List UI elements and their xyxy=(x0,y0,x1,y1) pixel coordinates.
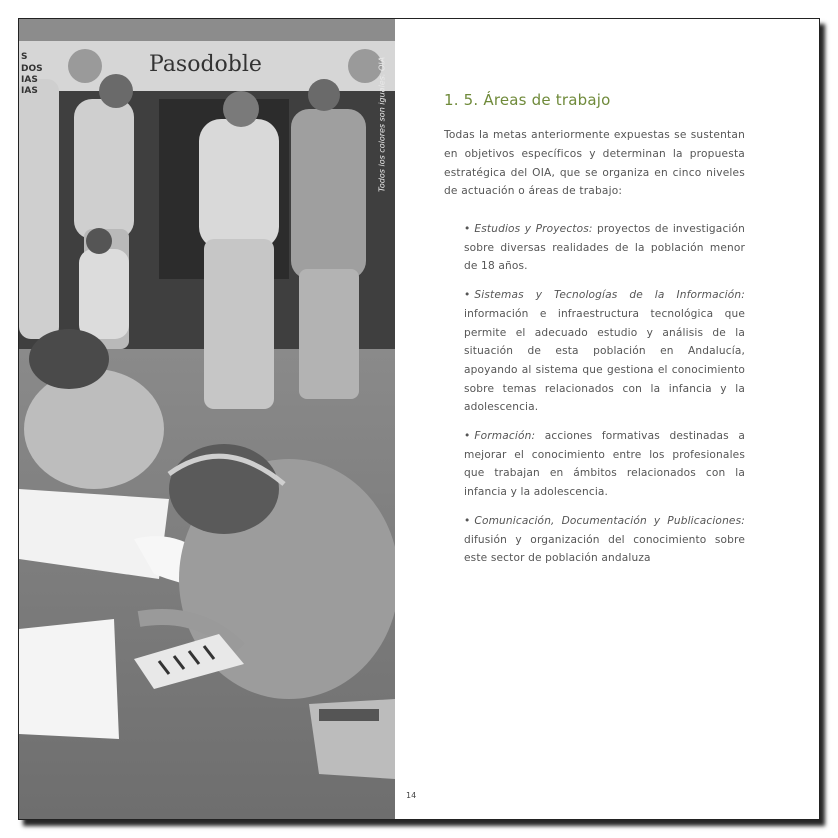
section-title: 1. 5. Áreas de trabajo xyxy=(444,91,611,109)
item-text: información e infraestructura tecnológica que permite el adecuado estudio y análisis de la situación de esta población en Andalucía, apoyando al sistema que gestiona el conocimiento sobre temas relacionados con la infancia y la adolescencia. xyxy=(464,307,745,414)
page-number: 14 xyxy=(406,791,417,800)
item-text: proyectos de investigación sobre diversas realidades de la población menor de 18 años. xyxy=(464,223,746,273)
shop-sign-text: Pasodoble xyxy=(149,52,262,77)
sign-fragment-4: IAS xyxy=(21,86,38,96)
text-page xyxy=(395,19,819,819)
item-term: Formación: xyxy=(474,430,536,443)
sign-fragment-2: DOS xyxy=(21,64,43,74)
sign-fragment-1: S xyxy=(21,52,28,62)
work-areas-list xyxy=(464,220,745,578)
sign-fragment-3: IAS xyxy=(21,75,38,85)
item-term: Comunicación, Documentación y Publicaciones: xyxy=(474,514,745,527)
photo-illustration xyxy=(19,19,395,819)
book-spread xyxy=(18,18,820,820)
list-item xyxy=(464,286,745,417)
photo-credit: Todos los colores son iguales. OIA xyxy=(377,56,387,192)
intro-paragraph: Todas la metas anteriormente expuestas se sustentan en objetivos específicos y determinan la propuesta estratégica del OIA, que se organiza en cinco niveles de actuación o áreas de trabajo: xyxy=(444,129,745,198)
bullet-icon: • xyxy=(464,289,471,302)
item-text: acciones formativas destinadas a mejorar el conocimiento entre los profesionales que trabajan en ámbitos relacionados con la infancia y la adolescencia. xyxy=(464,430,745,499)
bullet-icon: • xyxy=(464,514,471,527)
bullet-icon: • xyxy=(464,430,471,443)
street-photo xyxy=(19,19,395,819)
item-text: difusión y organización del conocimiento sobre este sector de población andaluza xyxy=(464,533,745,565)
list-item xyxy=(464,220,745,276)
item-term: Estudios y Proyectos: xyxy=(474,223,593,235)
list-item xyxy=(464,427,745,502)
bullet-icon: • xyxy=(464,223,471,235)
list-item xyxy=(464,512,745,568)
item-term: Sistemas y Tecnologías de la Información: xyxy=(474,289,745,302)
